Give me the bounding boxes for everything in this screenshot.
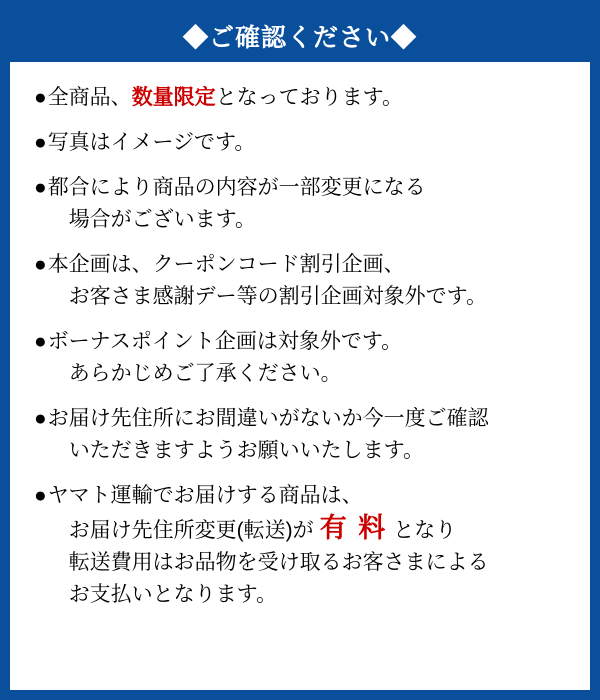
notice-text: お届け先住所にお間違いがないか今一度ご確認: [47, 407, 489, 430]
notice-item: [34, 480, 568, 611]
bullet-icon: ●: [34, 484, 47, 507]
notice-text: お支払いとなります。: [68, 583, 278, 606]
highlight-text: 有 料: [319, 513, 388, 543]
notice-item-text: [48, 82, 568, 114]
notice-line: [48, 249, 568, 281]
notice-header: [10, 10, 590, 62]
notice-list: [10, 62, 590, 611]
notice-item: [34, 127, 568, 159]
notice-title: ◆ご確認ください◆: [182, 24, 417, 52]
notice-text: あらかじめご了承ください。: [68, 362, 342, 385]
notice-item: [34, 82, 568, 114]
notice-text: ヤマト運輸でお届けする商品は、: [47, 484, 363, 507]
notice-line: [48, 547, 568, 579]
notice-item: [34, 172, 568, 236]
notice-item-text: [48, 249, 568, 313]
notice-line: [48, 435, 568, 467]
notice-text: ボーナスポイント企画は対象外です。: [47, 330, 403, 353]
notice-text: 写真はイメージです。: [47, 131, 256, 154]
notice-item: [34, 403, 568, 467]
notice-text: となっております。: [215, 86, 404, 109]
notice-text: 本企画は、クーポンコード割引企画、: [47, 253, 405, 276]
notice-item: [34, 249, 568, 313]
bullet-icon: ●: [34, 253, 47, 276]
notice-line: [48, 281, 568, 313]
notice-text: 場合がございます。: [68, 208, 257, 231]
notice-line: [48, 480, 568, 512]
bullet-icon: ●: [34, 86, 47, 109]
bullet-icon: ●: [34, 330, 47, 353]
notice-line: [48, 82, 568, 114]
notice-line: [48, 172, 568, 204]
notice-text: 都合により商品の内容が一部変更になる: [47, 176, 426, 199]
notice-item-text: [48, 403, 568, 467]
notice-text: お届け先住所変更(転送)が: [68, 519, 314, 542]
notice-text: 全商品、: [47, 86, 132, 109]
notice-text: お客さま感謝デー等の割引企画対象外です。: [68, 285, 488, 308]
notice-text: 転送費用はお品物を受け取るお客さまによる: [68, 551, 489, 574]
notice-line: [48, 326, 568, 358]
notice-item: [34, 326, 568, 390]
bullet-icon: ●: [34, 407, 47, 430]
notice-item-text: [48, 326, 568, 390]
notice-line: [48, 579, 568, 611]
notice-item-text: [48, 172, 568, 236]
notice-item-text: [48, 480, 568, 611]
notice-item-text: [48, 127, 568, 159]
notice-text: いただきますようお願いいたします。: [68, 439, 425, 462]
notice-line: [48, 512, 568, 547]
notice-line: [48, 358, 568, 390]
bullet-icon: ●: [34, 176, 47, 199]
bullet-icon: ●: [34, 131, 47, 154]
notice-line: [48, 127, 568, 159]
notice-text: となり: [393, 519, 457, 542]
highlight-text: 数量限定: [131, 86, 216, 109]
notice-line: [48, 403, 568, 435]
notice-line: [48, 204, 568, 236]
